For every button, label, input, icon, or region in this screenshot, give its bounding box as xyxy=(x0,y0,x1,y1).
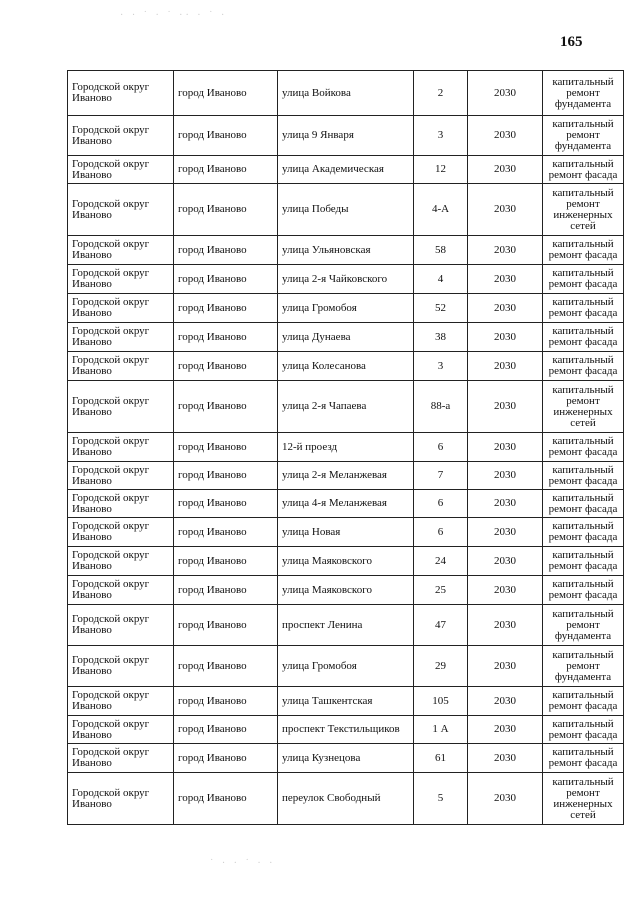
work-type-cell: капитальный ремонт инженерных сетей xyxy=(543,184,624,236)
settlement-cell: город Иваново xyxy=(174,462,278,490)
work-type-cell: капитальный ремонт фасада xyxy=(543,716,624,744)
street-cell: улица Кузнецова xyxy=(278,744,414,773)
house-number-cell: 88-а xyxy=(414,381,468,433)
house-number-cell: 24 xyxy=(414,547,468,576)
table-row xyxy=(68,716,624,744)
year-cell: 2030 xyxy=(468,518,543,547)
house-number-cell: 7 xyxy=(414,462,468,490)
work-type-cell: капитальный ремонт инженерных сетей xyxy=(543,381,624,433)
settlement-cell: город Иваново xyxy=(174,323,278,352)
municipality-cell: Городской округ Иваново xyxy=(68,605,174,646)
municipality-cell: Городской округ Иваново xyxy=(68,433,174,462)
work-type-cell: капитальный ремонт фасада xyxy=(543,744,624,773)
table-row xyxy=(68,323,624,352)
house-number-cell: 5 xyxy=(414,773,468,825)
table-row xyxy=(68,518,624,547)
year-cell: 2030 xyxy=(468,236,543,265)
work-type-cell: капитальный ремонт фасада xyxy=(543,156,624,184)
table-row xyxy=(68,687,624,716)
municipality-cell: Городской округ Иваново xyxy=(68,184,174,236)
municipality-cell: Городской округ Иваново xyxy=(68,294,174,323)
table-row xyxy=(68,462,624,490)
municipality-cell: Городской округ Иваново xyxy=(68,71,174,116)
table-row xyxy=(68,576,624,605)
settlement-cell: город Иваново xyxy=(174,744,278,773)
house-number-cell: 6 xyxy=(414,518,468,547)
house-number-cell: 1 А xyxy=(414,716,468,744)
settlement-cell: город Иваново xyxy=(174,518,278,547)
street-cell: улица 4-я Меланжевая xyxy=(278,490,414,518)
house-number-cell: 105 xyxy=(414,687,468,716)
house-number-cell: 61 xyxy=(414,744,468,773)
settlement-cell: город Иваново xyxy=(174,116,278,156)
municipality-cell: Городской округ Иваново xyxy=(68,687,174,716)
year-cell: 2030 xyxy=(468,352,543,381)
work-type-cell: капитальный ремонт фасада xyxy=(543,687,624,716)
work-type-cell: капитальный ремонт инженерных сетей xyxy=(543,773,624,825)
settlement-cell: город Иваново xyxy=(174,156,278,184)
municipality-cell: Городской округ Иваново xyxy=(68,381,174,433)
table-row xyxy=(68,265,624,294)
house-number-cell: 6 xyxy=(414,433,468,462)
street-cell: улица Громобоя xyxy=(278,294,414,323)
table-row xyxy=(68,116,624,156)
table-row xyxy=(68,294,624,323)
street-cell: улица Академическая xyxy=(278,156,414,184)
work-type-cell: капитальный ремонт фасада xyxy=(543,547,624,576)
settlement-cell: город Иваново xyxy=(174,646,278,687)
repair-schedule-table xyxy=(67,70,624,825)
table-row xyxy=(68,381,624,433)
settlement-cell: город Иваново xyxy=(174,605,278,646)
year-cell: 2030 xyxy=(468,116,543,156)
street-cell: улица 2-я Чапаева xyxy=(278,381,414,433)
street-cell: улица Маяковского xyxy=(278,547,414,576)
year-cell: 2030 xyxy=(468,184,543,236)
work-type-cell: капитальный ремонт фундамента xyxy=(543,116,624,156)
year-cell: 2030 xyxy=(468,547,543,576)
municipality-cell: Городской округ Иваново xyxy=(68,646,174,687)
year-cell: 2030 xyxy=(468,773,543,825)
street-cell: улица 2-я Чайковского xyxy=(278,265,414,294)
settlement-cell: город Иваново xyxy=(174,71,278,116)
year-cell: 2030 xyxy=(468,605,543,646)
municipality-cell: Городской округ Иваново xyxy=(68,490,174,518)
settlement-cell: город Иваново xyxy=(174,490,278,518)
municipality-cell: Городской округ Иваново xyxy=(68,323,174,352)
year-cell: 2030 xyxy=(468,433,543,462)
settlement-cell: город Иваново xyxy=(174,294,278,323)
table-row xyxy=(68,184,624,236)
work-type-cell: капитальный ремонт фасада xyxy=(543,576,624,605)
house-number-cell: 29 xyxy=(414,646,468,687)
settlement-cell: город Иваново xyxy=(174,184,278,236)
table-row xyxy=(68,744,624,773)
settlement-cell: город Иваново xyxy=(174,773,278,825)
municipality-cell: Городской округ Иваново xyxy=(68,716,174,744)
house-number-cell: 4 xyxy=(414,265,468,294)
house-number-cell: 25 xyxy=(414,576,468,605)
work-type-cell: капитальный ремонт фасада xyxy=(543,265,624,294)
municipality-cell: Городской округ Иваново xyxy=(68,462,174,490)
year-cell: 2030 xyxy=(468,687,543,716)
work-type-cell: капитальный ремонт фасада xyxy=(543,462,624,490)
house-number-cell: 2 xyxy=(414,71,468,116)
year-cell: 2030 xyxy=(468,490,543,518)
municipality-cell: Городской округ Иваново xyxy=(68,773,174,825)
table-row xyxy=(68,605,624,646)
year-cell: 2030 xyxy=(468,744,543,773)
street-cell: улица Колесанова xyxy=(278,352,414,381)
municipality-cell: Городской округ Иваново xyxy=(68,576,174,605)
year-cell: 2030 xyxy=(468,716,543,744)
work-type-cell: капитальный ремонт фасада xyxy=(543,518,624,547)
table-row xyxy=(68,352,624,381)
settlement-cell: город Иваново xyxy=(174,716,278,744)
street-cell: улица Дунаева xyxy=(278,323,414,352)
house-number-cell: 3 xyxy=(414,352,468,381)
table-row xyxy=(68,236,624,265)
work-type-cell: капитальный ремонт фундамента xyxy=(543,605,624,646)
house-number-cell: 4-А xyxy=(414,184,468,236)
street-cell: улица Новая xyxy=(278,518,414,547)
municipality-cell: Городской округ Иваново xyxy=(68,156,174,184)
year-cell: 2030 xyxy=(468,381,543,433)
street-cell: 12-й проезд xyxy=(278,433,414,462)
street-cell: улица 2-я Меланжевая xyxy=(278,462,414,490)
year-cell: 2030 xyxy=(468,156,543,184)
settlement-cell: город Иваново xyxy=(174,265,278,294)
house-number-cell: 12 xyxy=(414,156,468,184)
house-number-cell: 52 xyxy=(414,294,468,323)
settlement-cell: город Иваново xyxy=(174,381,278,433)
work-type-cell: капитальный ремонт фасада xyxy=(543,323,624,352)
municipality-cell: Городской округ Иваново xyxy=(68,547,174,576)
table-body xyxy=(68,71,624,825)
house-number-cell: 58 xyxy=(414,236,468,265)
work-type-cell: капитальный ремонт фасада xyxy=(543,490,624,518)
work-type-cell: капитальный ремонт фасада xyxy=(543,236,624,265)
year-cell: 2030 xyxy=(468,462,543,490)
house-number-cell: 47 xyxy=(414,605,468,646)
settlement-cell: город Иваново xyxy=(174,352,278,381)
work-type-cell: капитальный ремонт фасада xyxy=(543,294,624,323)
municipality-cell: Городской округ Иваново xyxy=(68,352,174,381)
work-type-cell: капитальный ремонт фундамента xyxy=(543,71,624,116)
year-cell: 2030 xyxy=(468,646,543,687)
work-type-cell: капитальный ремонт фасада xyxy=(543,352,624,381)
street-cell: улица Ульяновская xyxy=(278,236,414,265)
table-row xyxy=(68,547,624,576)
street-cell: улица Победы xyxy=(278,184,414,236)
year-cell: 2030 xyxy=(468,294,543,323)
street-cell: улица Ташкентская xyxy=(278,687,414,716)
municipality-cell: Городской округ Иваново xyxy=(68,744,174,773)
table-row xyxy=(68,156,624,184)
page-number: 165 xyxy=(560,34,583,50)
settlement-cell: город Иваново xyxy=(174,433,278,462)
municipality-cell: Городской округ Иваново xyxy=(68,116,174,156)
street-cell: улица Маяковского xyxy=(278,576,414,605)
street-cell: проспект Текстильщиков xyxy=(278,716,414,744)
year-cell: 2030 xyxy=(468,323,543,352)
house-number-cell: 6 xyxy=(414,490,468,518)
work-type-cell: капитальный ремонт фасада xyxy=(543,433,624,462)
table-row xyxy=(68,433,624,462)
work-type-cell: капитальный ремонт фундамента xyxy=(543,646,624,687)
street-cell: улица Войкова xyxy=(278,71,414,116)
year-cell: 2030 xyxy=(468,265,543,294)
house-number-cell: 38 xyxy=(414,323,468,352)
street-cell: улица 9 Января xyxy=(278,116,414,156)
house-number-cell: 3 xyxy=(414,116,468,156)
year-cell: 2030 xyxy=(468,576,543,605)
table-row xyxy=(68,490,624,518)
table-row xyxy=(68,773,624,825)
municipality-cell: Городской округ Иваново xyxy=(68,518,174,547)
table-row xyxy=(68,646,624,687)
table-row xyxy=(68,71,624,116)
municipality-cell: Городской округ Иваново xyxy=(68,236,174,265)
street-cell: проспект Ленина xyxy=(278,605,414,646)
settlement-cell: город Иваново xyxy=(174,547,278,576)
settlement-cell: город Иваново xyxy=(174,576,278,605)
street-cell: улица Громобоя xyxy=(278,646,414,687)
municipality-cell: Городской округ Иваново xyxy=(68,265,174,294)
year-cell: 2030 xyxy=(468,71,543,116)
street-cell: переулок Свободный xyxy=(278,773,414,825)
settlement-cell: город Иваново xyxy=(174,687,278,716)
settlement-cell: город Иваново xyxy=(174,236,278,265)
